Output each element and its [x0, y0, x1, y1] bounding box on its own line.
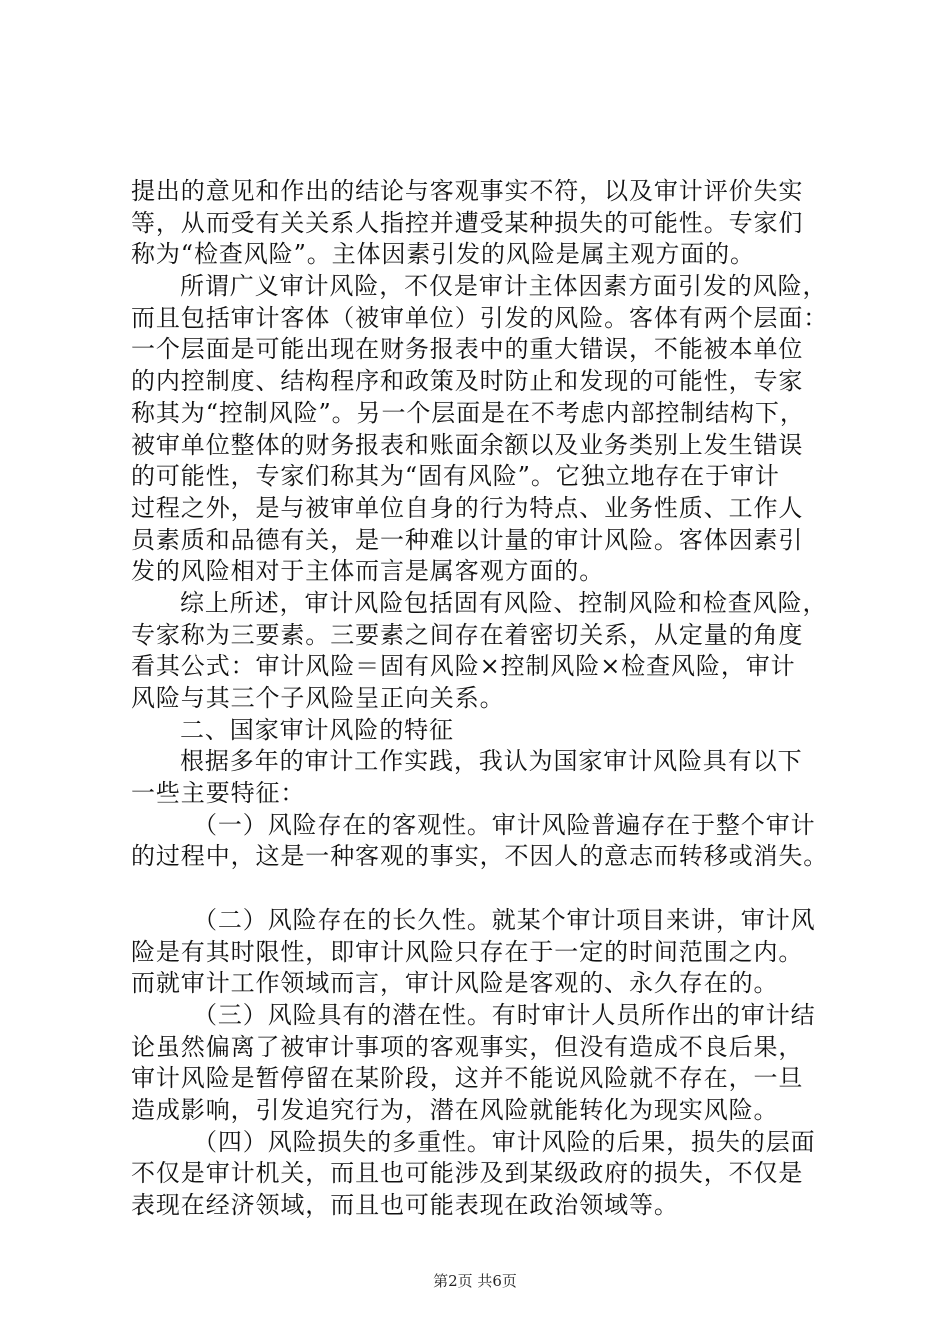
text-line: 所谓广义审计风险，不仅是审计主体因素方面引发的风险，	[180, 272, 828, 301]
text-line: 发的风险相对于主体而言是属客观方面的。	[131, 557, 605, 586]
text-line: 看其公式：审计风险＝固有风险×控制风险×检查风险，审计	[131, 652, 796, 681]
blank-line	[131, 873, 831, 905]
text-line: 员素质和品德有关，是一种难以计量的审计风险。客体因素引	[131, 525, 804, 554]
text-line: 二、国家审计风险的特征	[180, 715, 454, 744]
text-line: 的过程中，这是一种客观的事实，不因人的意志而转移或消失。	[131, 842, 829, 871]
text-line: 论虽然偏离了被审计事项的客观事实，但没有造成不良后果，	[131, 1032, 804, 1061]
text-line: 提出的意见和作出的结论与客观事实不符，以及审计评价失实	[131, 177, 804, 205]
text-line: 审计风险是暂停留在某阶段，这并不能说风险就不存在，一旦	[131, 1064, 804, 1093]
text-line: 风险与其三个子风险呈正向关系。	[131, 684, 505, 712]
text-line: 的内控制度、结构程序和政策及时防止和发现的可能性，专家	[131, 367, 804, 396]
text-line: 综上所述，审计风险包括固有风险、控制风险和检查风险，	[180, 588, 828, 617]
text-line: 造成影响，引发追究行为，潜在风险就能转化为现实风险。	[131, 1095, 779, 1124]
text-line: 根据多年的审计工作实践，我认为国家审计风险具有以下	[180, 747, 803, 776]
text-line: 的可能性，专家们称其为“固有风险”。它独立地存在于审计	[131, 462, 780, 491]
document-body	[131, 176, 831, 1222]
text-line: 专家称为三要素。三要素之间存在着密切关系，从定量的角度	[131, 620, 804, 649]
text-line: （三）风险具有的潜在性。有时审计人员所作出的审计结	[193, 1000, 816, 1029]
text-line: 不仅是审计机关，而且也可能涉及到某级政府的损失，不仅是	[131, 1159, 804, 1188]
text-line: 表现在经济领域，而且也可能表现在政治领域等。	[131, 1191, 679, 1219]
text-line: 险是有其时限性，即审计风险只存在于一定的时间范围之内。	[131, 937, 804, 966]
text-line: 称为“检查风险”。主体因素引发的风险是属主观方面的。	[131, 240, 755, 269]
text-line: 而且包括审计客体（被审单位）引发的风险。客体有两个层面：	[131, 303, 829, 332]
text-line: （二）风险存在的长久性。就某个审计项目来讲，审计风	[193, 905, 816, 934]
text-line: （一）风险存在的客观性。审计风险普遍存在于整个审计	[193, 810, 816, 839]
page-footer: 第2页 共6页	[433, 1272, 517, 1290]
text-line: 称其为“控制风险”。另一个层面是在不考虑内部控制结构下，	[131, 398, 805, 427]
text-line: 而就审计工作领域而言，审计风险是客观的、永久存在的。	[131, 969, 779, 998]
text-line: 一个层面是可能出现在财务报表中的重大错误，不能被本单位	[131, 335, 804, 364]
text-line: （四）风险损失的多重性。审计风险的后果，损失的层面	[193, 1127, 816, 1156]
text-line: 一些主要特征：	[131, 779, 306, 808]
text-line: 被审单位整体的财务报表和账面余额以及业务类别上发生错误	[131, 430, 804, 459]
text-line: 等，从而受有关关系人指控并遭受某种损失的可能性。专家们	[131, 208, 804, 237]
text-line: 过程之外，是与被审单位自身的行为特点、业务性质、工作人	[131, 493, 804, 522]
